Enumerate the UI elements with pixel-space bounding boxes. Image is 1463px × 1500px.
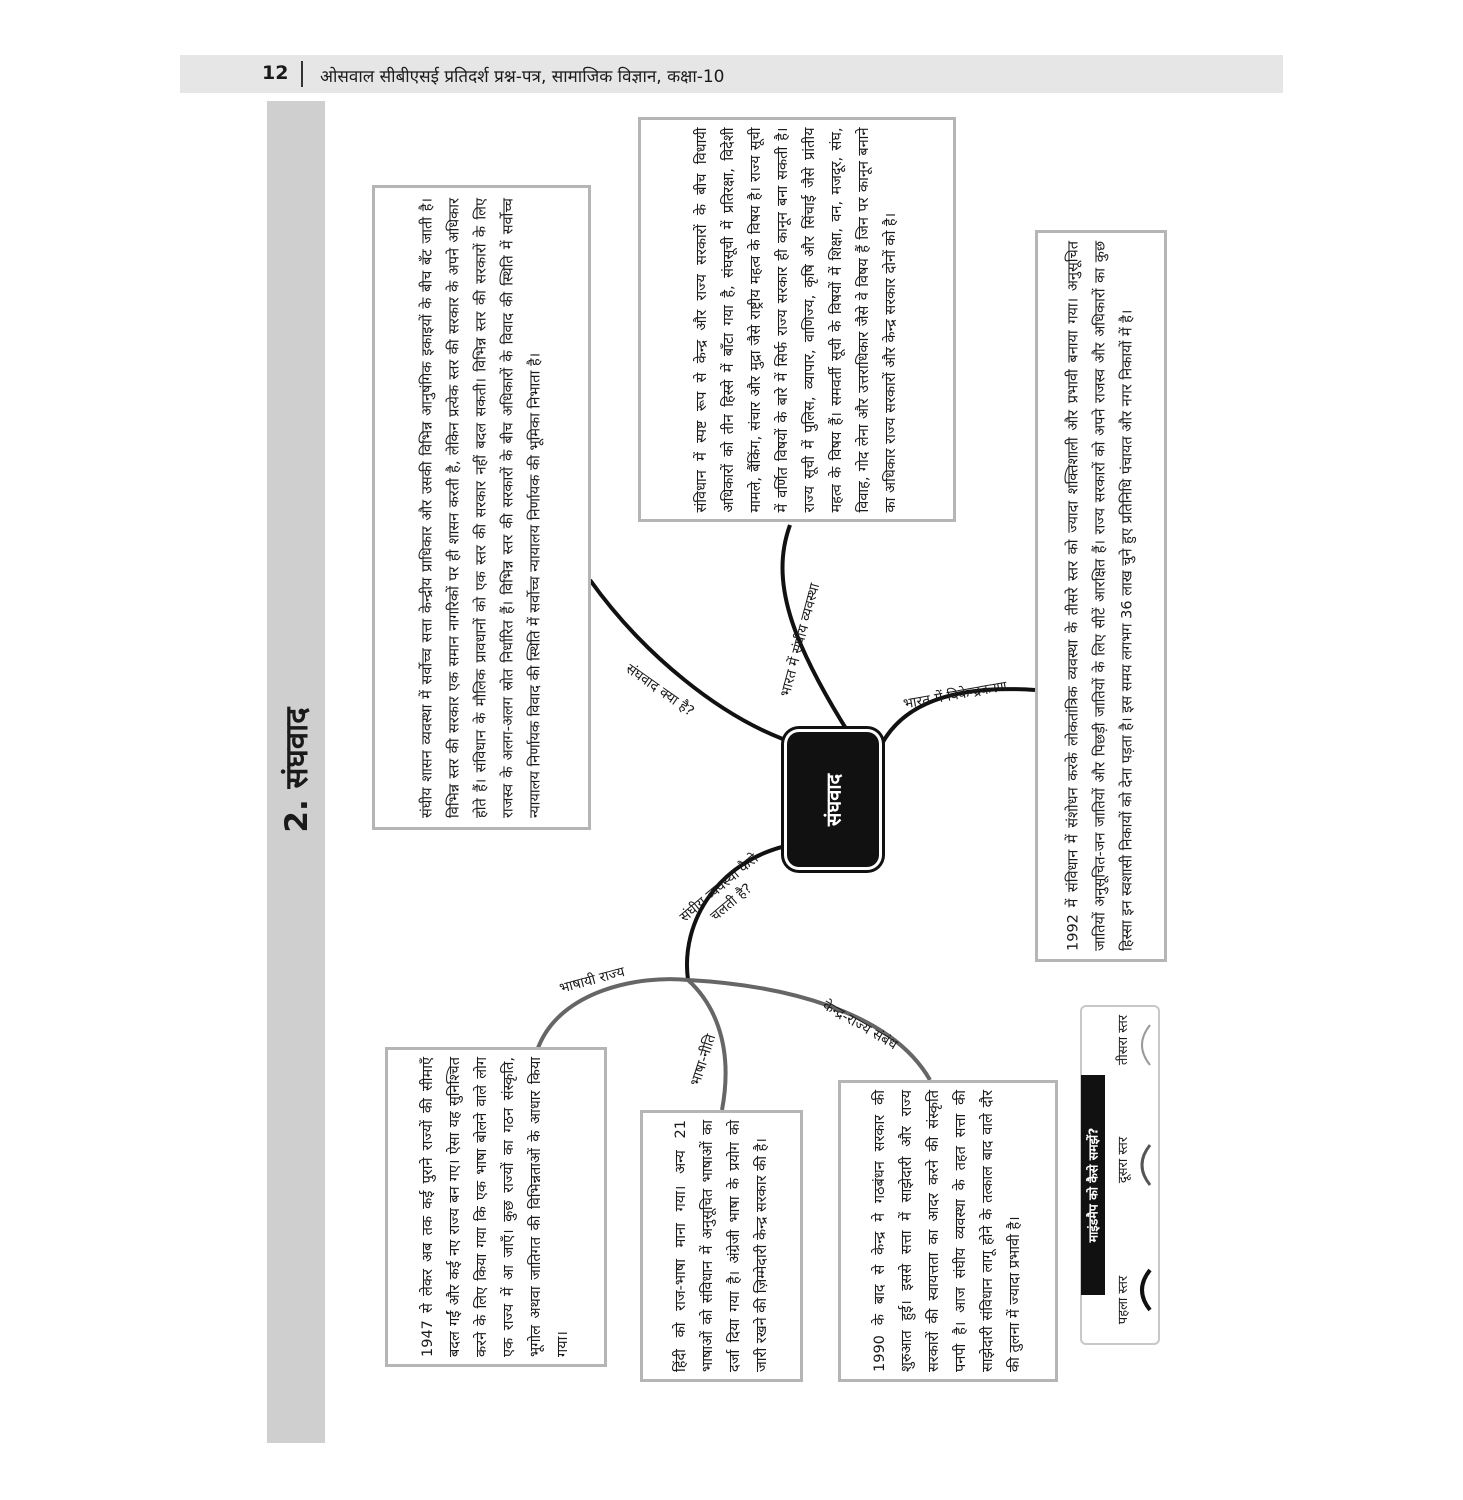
center-node-label: संघवाद [821,773,846,826]
branch-label-how-works: संघीय व्यवस्था कैसे चलती है? [676,850,762,926]
book-title: ओसवाल सीबीएसई प्रतिदर्श प्रश्न-पत्र, सामाजिक विज्ञान, कक्षा-10 [320,67,725,87]
branch-label-linguistic: भाषायी राज्य [557,964,627,997]
chapter-title: 2. संघवाद [279,707,315,833]
branch-label-centre-state: केन्द्र-राज्य संबंध [819,997,900,1054]
center-node [787,732,879,867]
mindmap-guide-title [1081,1075,1105,1295]
guide-level-2: दूसरा स्तर [1116,1136,1131,1184]
branch-label-language-policy: भाषा-नीति [687,1032,720,1088]
page-number: 12 [262,62,289,84]
connector-what-is [590,580,800,745]
mindmap-guide-title-text: माइंडमैप को कैसे समझें? [1085,1127,1101,1243]
branch-label-decentralization: भारत में विकेन्द्रकरण [902,678,1009,713]
note-what-is-federalism [372,185,591,830]
note-text-centre-state: 1990 के बाद से केन्द्र मे गठबंधन सरकार की शुरुआत हुई। इससे सत्ता में साझेदारी और राज्य सरकारों की स्वायत्तता का आदर करने की संस्कृति पनपी है। आज संघीय व्यवस्था के तहत सत्ता की साझेदारी संविधान लागू होने के तत्काल बाद वाले दौर की तुलना में ज्यादा प्रभावी है। [872,1090,1023,1372]
note-text-language-policy: हिंदी को राज-भाषा माना गया। अन्य 21 भाषाओं को संविधान में अनुसूचित भाषाओं का दर्जा दिया गया है। अंग्रेजी भाषा के प्रयोग को जारी रखने की ज़िम्मेदारी केन्द्र सरकार की है। [672,1120,770,1372]
note-federal-system-india [638,117,956,522]
note-language-policy [640,1110,803,1382]
note-text-linguistic: 1947 से लेकर अब तक कई पुराने राज्यों की सीमाएँ बदल गईं और कई नए राज्य बन गए। ऐसा यह सुनिश्चित करने के लिए किया गया कि एक भाषा बोलने वाले लोग एक राज्य में आ जाएँ। कुछ राज्यों का गठन संस्कृति, भूगोल अथवा जातिगत की विभिन्नताओं के आधार किया गया। [420,1057,571,1357]
branch-label-india-federal: भारत में संघीय व्यवस्था [777,581,824,699]
guide-level-1: पहला स्तर [1116,1275,1131,1325]
guide-arc-level-1 [1142,1270,1150,1310]
note-linguistic-states [385,1047,607,1367]
note-text-decentralization: 1992 में संविधान में संशोधन करके लोकतांत्रिक व्यवस्था के तीसरे स्तर को ज्यादा शक्तिशाली और प्रभावी बनाया गया। अनुसूचित जातियों अनुसूचित-जन जातियों और पिछड़ी जातियों के लिए सीटें आरक्षित हैं। राज्य सरकारों को अपने राजस्व और अधिकारों का कुछ हिस्सा इन स्वशासी निकायों को देना पड़ता है। इस समय लगभग 36 लाख चुने हुए प्रतिनिधि पंचायत और नगर निकायों में है। [1065,241,1136,951]
guide-arc-level-3 [1142,1025,1150,1065]
note-text-what-is: संघीय शासन व्यवस्था में सर्वोच्च सत्ता केन्द्रीय प्राधिकार और उसकी विभिन्न आनुषंगिक इकाइयों के बीच बँट जाती है। विभिन्न स्तर की सरकार एक समान नागरिकों पर ही शासन करती है, लेकिन प्रत्येक स्तर की सरकार के अपने अधिकार होते हैं। संविधान के मौलिक प्रावधानों को एक स्तर की सरकार नहीं बदल सकती। विभिन्न स्तर की सरकारों के लिए राजस्व के अलग-अलग स्रोत निर्धारित हैं। विभिन्न स्तर की सरकारों के बीच अधिकारों के विवाद की स्थिति में सर्वोच्च न्यायालय निर्णायक विवाद की स्थिति में सर्वोच्च न्यायालय निर्णायक की भूमिका निभाता है। [419,197,543,818]
note-centre-state-relations [838,1080,1058,1382]
guide-arc-level-2 [1142,1145,1150,1185]
branch-label-what-is: संघवाद क्या है? [622,661,697,720]
guide-level-arcs [1130,1005,1160,1345]
guide-level-3: तीसरा स्तर [1116,1014,1131,1066]
note-decentralization [1035,230,1167,962]
note-text-india-federal: संविधान में स्पष्ट रूप से केन्द्र और राज्य सरकारों के बीच विधायी अधिकारों को तीन हिस्से में बाँटा गया है, संघसूची में प्रतिरक्षा, विदेशी मामले, बैंकिंग, संचार और मुद्रा जैसे राष्ट्रीय महत्व के विषय है। राज्य सूची में वर्णित विषयों के बारे में सिर्फ राज्य सरकार ही कानून बना सकती है। राज्य सूची में पुलिस, व्यापार, वाणिज्य, कृषि और सिंचाई जैसे प्रांतीय महत्व के विषय हैं। समवर्ती सूची के विषयों में शिक्षा, वन, मजदूर, संघ, विवाह, गोद लेना और उत्तराधिकार जैसे वे विषय हैं जिन पर कानून बनाने का अधिकार राज्य सरकारों और केन्द्र सरकार दोनों को है। [694,127,899,512]
